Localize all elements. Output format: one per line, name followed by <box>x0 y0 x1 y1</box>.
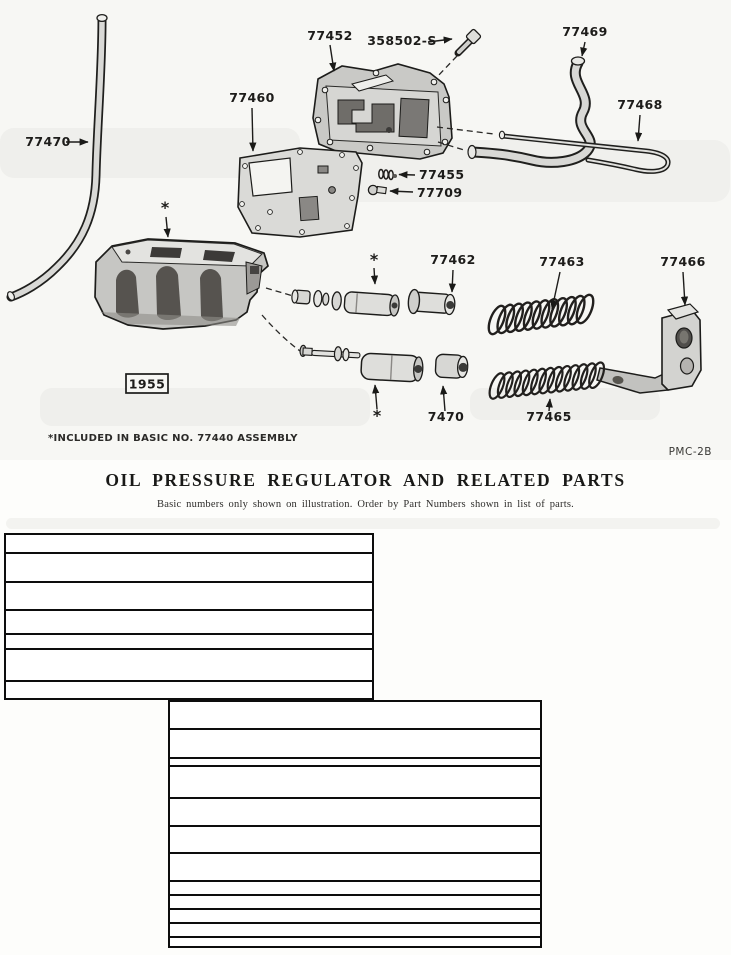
parts-list-table-top <box>4 533 374 700</box>
label-77470: 77470 <box>25 134 71 149</box>
page-subtitle: Basic numbers only shown on illustration. Order by Part Numbers shown in list of parts. <box>157 499 574 510</box>
label-77462: 77462 <box>430 252 476 267</box>
table-row <box>6 583 372 611</box>
table-row <box>6 535 372 554</box>
label-77468: 77468 <box>617 97 663 112</box>
table-row <box>6 611 372 635</box>
label-77463: 77463 <box>539 254 585 269</box>
table-row <box>170 896 540 910</box>
table-row <box>6 682 372 698</box>
part-regulator-cover-77452 <box>313 64 452 159</box>
label-77460: 77460 <box>229 90 275 105</box>
scan-smudge <box>6 518 720 529</box>
label-77709: 77709 <box>417 185 463 200</box>
table-row <box>170 910 540 924</box>
label-77466: 77466 <box>660 254 706 269</box>
title-block <box>0 470 731 510</box>
label-77452: 77452 <box>307 28 353 43</box>
label-77465: 77465 <box>526 409 572 424</box>
year-badge <box>126 374 168 393</box>
table-row <box>6 554 372 583</box>
table-row <box>170 924 540 938</box>
table-row <box>170 799 540 827</box>
part-gasket-plate-77460 <box>238 148 362 237</box>
label-77469: 77469 <box>562 24 608 39</box>
label-77455: 77455 <box>419 167 465 182</box>
table-row <box>170 767 540 799</box>
label-358502s: 358502-S <box>367 33 437 48</box>
table-row <box>170 854 540 882</box>
parts-list-table-bottom <box>168 700 542 948</box>
table-row <box>170 759 540 767</box>
table-row <box>170 702 540 730</box>
table-row <box>170 730 540 759</box>
asterisk-mark-upper-valve: * <box>369 250 379 269</box>
part-sleeve-7470 <box>435 354 468 379</box>
asterisk-mark-lower-valve: * <box>372 406 382 425</box>
table-row <box>170 882 540 896</box>
exploded-parts-diagram <box>0 0 731 460</box>
table-row <box>6 650 372 682</box>
label-7470: 7470 <box>427 409 465 424</box>
table-row <box>170 938 540 948</box>
table-row <box>6 635 372 650</box>
plate-code: PMC-2B <box>668 446 712 458</box>
year-badge-label: 1955 <box>128 376 166 392</box>
page-title: OIL PRESSURE REGULATOR AND RELATED PARTS <box>105 470 626 490</box>
footnote: *INCLUDED IN BASIC NO. 77440 ASSEMBLY <box>48 433 298 444</box>
table-row <box>170 827 540 854</box>
part-regulator-body <box>95 239 268 329</box>
asterisk-mark-top: * <box>160 198 170 217</box>
